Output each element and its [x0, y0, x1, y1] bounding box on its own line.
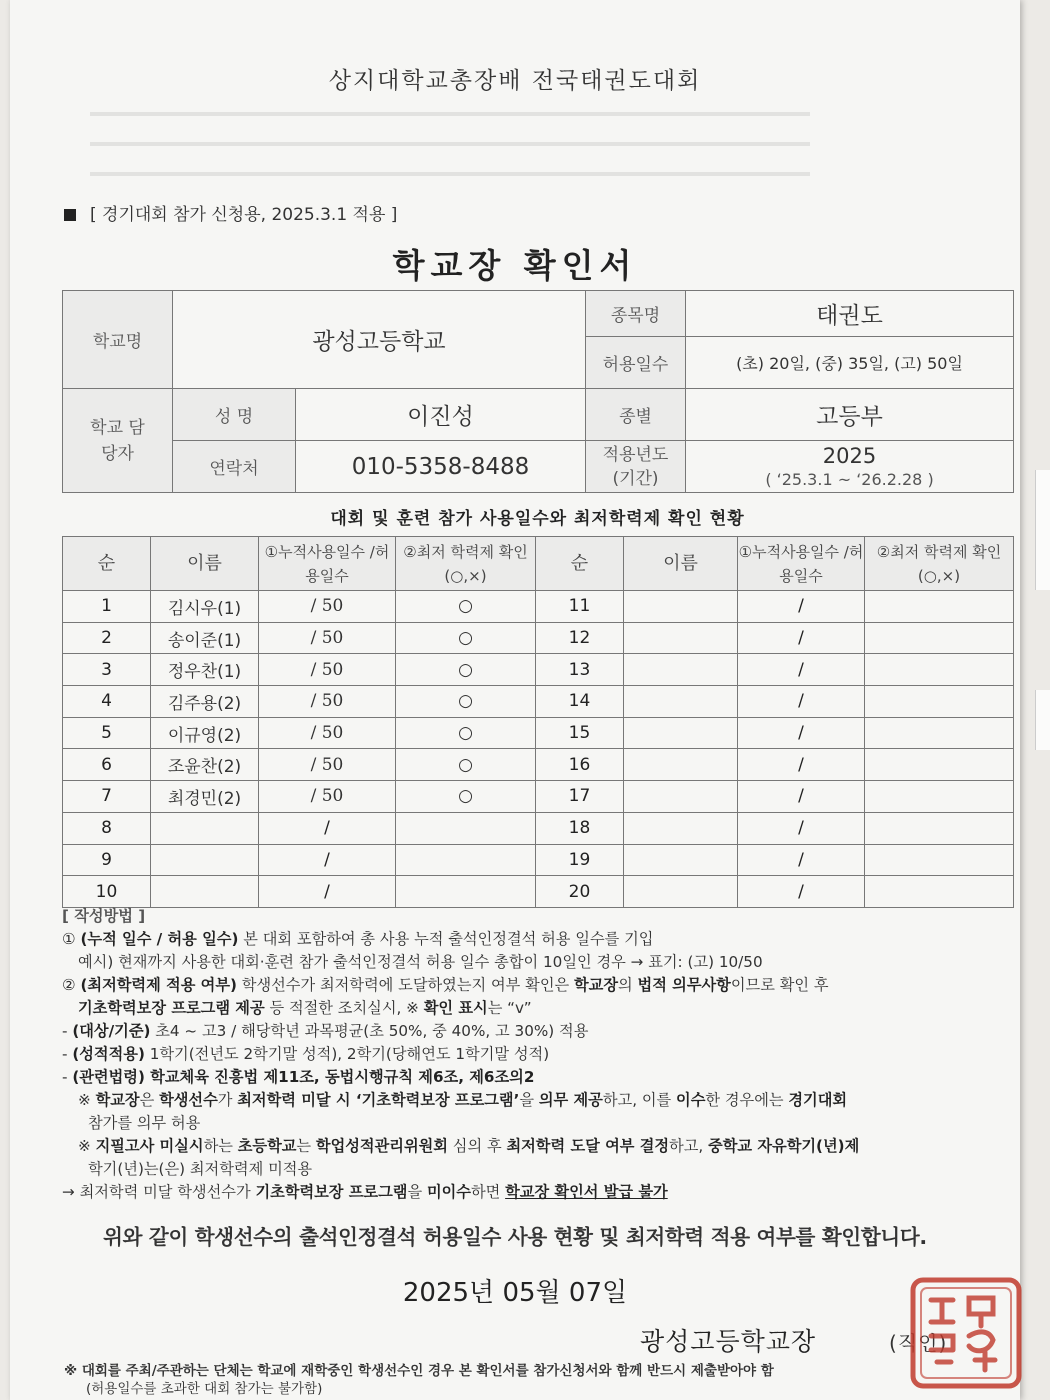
min-academic-check [865, 844, 1014, 876]
student-name [624, 591, 738, 623]
roster-header-row [63, 537, 1014, 591]
days-used: / [259, 812, 396, 844]
footer-note [64, 1362, 1024, 1398]
detail-term: (관련법령) [72, 1068, 145, 1086]
remark-elementary [62, 1135, 1013, 1158]
contact-value: 010-5358-8488 [296, 441, 586, 493]
row-no: 6 [63, 749, 151, 781]
detail-target [62, 1020, 1013, 1043]
instruction-marker: ① [62, 930, 81, 948]
name-value: 이진성 [296, 389, 586, 441]
allowed-days-label: 허용일수 [586, 337, 686, 389]
min-academic-check [865, 591, 1014, 623]
min-academic-check: ○ [396, 686, 536, 718]
school-info-table [62, 290, 1014, 493]
student-name: 최경민(2) [151, 781, 259, 813]
remark-term: 학업성적관리위원회 [315, 1137, 448, 1155]
student-name [624, 654, 738, 686]
remark-text: 심의 후 [447, 1137, 507, 1155]
days-used: / 50 [259, 622, 396, 654]
row-no: 19 [536, 844, 624, 876]
name-label: 성 명 [173, 389, 296, 441]
school-value: 광성고등학교 [173, 291, 586, 389]
instruction-marker: ② [62, 976, 81, 994]
table-row [63, 876, 1014, 908]
min-academic-check: ○ [396, 749, 536, 781]
application-tag [64, 200, 397, 225]
row-no: 5 [63, 717, 151, 749]
min-academic-check [865, 812, 1014, 844]
student-name [624, 781, 738, 813]
min-academic-check [865, 686, 1014, 718]
principal-title: 광성고등학교장 [640, 1327, 817, 1356]
days-used: / [738, 781, 865, 813]
remark-text: 하고, 이를 [602, 1091, 677, 1109]
contact-label: 연락처 [173, 441, 296, 493]
remark-term: 초등학교 [237, 1137, 297, 1155]
min-academic-check: ○ [396, 622, 536, 654]
period-value: ( ‘25.3.1 ~ ‘26.2.28 ) [765, 469, 934, 489]
min-academic-check: ○ [396, 654, 536, 686]
min-academic-check [865, 781, 1014, 813]
row-no: 14 [536, 686, 624, 718]
principal-signature [640, 1322, 947, 1358]
table-row [63, 591, 1014, 623]
row-no: 10 [63, 876, 151, 908]
instruction-text: 등 적절한 조치실시, ※ [264, 999, 424, 1017]
row-no: 15 [536, 717, 624, 749]
days-used: / 50 [259, 717, 396, 749]
table-row [63, 781, 1014, 813]
remark-term: 학교장 [95, 1091, 140, 1109]
days-used: / [259, 876, 396, 908]
remark-term: 이수 [676, 1091, 706, 1109]
student-name: 김주용(2) [151, 686, 259, 718]
instruction-2 [62, 974, 1013, 997]
row-no: 4 [63, 686, 151, 718]
days-used: / [259, 844, 396, 876]
confirmation-statement: 위와 같이 학생선수의 출석인정결석 허용일수 사용 현황 및 최저학력 적용 여부를 확인합니다. [103, 1225, 927, 1249]
days-used: / 50 [259, 781, 396, 813]
remark-text: 하는 [203, 1137, 238, 1155]
remark-text: 을 [519, 1091, 539, 1109]
student-name: 김시우(1) [151, 591, 259, 623]
student-name: 이규영(2) [151, 717, 259, 749]
remark-text: 한 경우에는 [705, 1091, 789, 1109]
bleed-through-text [90, 100, 810, 190]
detail-grades [62, 1043, 1013, 1066]
instruction-term: 법적 의무사항 [637, 976, 731, 994]
min-academic-check [865, 622, 1014, 654]
roster-table [62, 536, 1014, 908]
table-row [63, 686, 1014, 718]
student-name [151, 844, 259, 876]
remark-arrow [62, 1181, 1013, 1204]
manager-label: 학교 담당자 [63, 389, 173, 493]
instruction-text: 는 “v” [487, 999, 532, 1017]
background-paper-scrap [1035, 690, 1050, 750]
instruction-text: 학생선수가 최저학력에 도달하였는지 여부 확인은 [236, 976, 575, 994]
application-tag-text: [ 경기대회 참가 신청용, 2025.3.1 적용 ] [90, 205, 398, 225]
days-used: / [738, 812, 865, 844]
year-cell [686, 441, 1014, 493]
instruction-2-cont [62, 997, 1013, 1020]
detail-text: 1학기(전년도 2학기말 성적), 2학기(당해연도 1학기말 성적) [144, 1045, 550, 1063]
event-title: 상지대학교총장배 전국태권도대회 [328, 68, 702, 94]
student-name [624, 749, 738, 781]
square-bullet-icon [64, 209, 76, 221]
table-row [63, 844, 1014, 876]
detail-law [62, 1066, 1013, 1089]
row-no: 18 [536, 812, 624, 844]
table-row [63, 654, 1014, 686]
row-no: 9 [63, 844, 151, 876]
remark-elementary-cont: 학기(년)는(은) 최저학력제 미적용 [88, 1160, 313, 1178]
remark-text: 하고, [669, 1137, 709, 1155]
min-academic-check: ○ [396, 781, 536, 813]
division-value: 고등부 [686, 389, 1014, 441]
seal-suffix: (직인) [889, 1331, 948, 1355]
remark-term-underlined: 학교장 확인서 발급 불가 [505, 1183, 668, 1201]
instruction-term: 확인 표시 [423, 999, 488, 1017]
instruction-term: (누적 일수 / 허용 일수) [80, 930, 239, 948]
detail-marker: - [62, 1022, 73, 1040]
remark-term: 학생선수 [159, 1091, 218, 1109]
footer-line-2: (허용일수를 초과한 대회 참가는 불가함) [86, 1381, 323, 1397]
row-no: 13 [536, 654, 624, 686]
remark-principal-cont: 참가를 의무 허용 [88, 1114, 201, 1132]
table-row [63, 717, 1014, 749]
year-value: 2025 [822, 443, 877, 468]
student-name [624, 844, 738, 876]
remark-text: 을 [407, 1183, 427, 1201]
remark-text: 하면 [470, 1183, 506, 1201]
student-name [624, 686, 738, 718]
instruction-1 [62, 928, 1013, 951]
remark-marker: ※ [78, 1091, 96, 1109]
sport-value: 태권도 [686, 291, 1014, 337]
min-academic-check [396, 812, 536, 844]
instructions-heading: [ 작성방법 ] [62, 907, 146, 925]
student-name [151, 812, 259, 844]
remark-term: 지필고사 미실시 [95, 1137, 204, 1155]
instruction-term: 학교장 [574, 976, 619, 994]
header-no-right: 순 [536, 537, 624, 591]
days-used: / 50 [259, 654, 396, 686]
division-label: 종별 [586, 389, 686, 441]
school-label: 학교명 [63, 291, 173, 389]
background-paper-scrap [1035, 470, 1050, 590]
document-page [10, 0, 1020, 1400]
table-row [63, 749, 1014, 781]
student-name [151, 876, 259, 908]
detail-marker: - [62, 1068, 73, 1086]
instruction-text: 의 [618, 976, 638, 994]
remark-text: 은 [139, 1091, 160, 1109]
student-name [624, 876, 738, 908]
min-academic-check [396, 876, 536, 908]
student-name: 송이준(1) [151, 622, 259, 654]
student-name [624, 812, 738, 844]
days-used: / 50 [259, 591, 396, 623]
header-days-left: ①누적사용일수 /허용일수 [259, 537, 396, 591]
instruction-term: 기초학력보장 프로그램 제공 [78, 999, 265, 1017]
days-used: / [738, 591, 865, 623]
row-no: 7 [63, 781, 151, 813]
section-title: 대회 및 훈련 참가 사용일수와 최저학력제 확인 현황 [330, 509, 745, 529]
row-no: 16 [536, 749, 624, 781]
remark-term: 경기대회 [788, 1091, 848, 1109]
days-used: / [738, 749, 865, 781]
row-no: 2 [63, 622, 151, 654]
detail-marker: - [62, 1045, 73, 1063]
remark-term: 최저학력 미달 시 ‘기초학력보장 프로그램’ [237, 1091, 520, 1109]
row-no: 17 [536, 781, 624, 813]
min-academic-check [865, 749, 1014, 781]
min-academic-check [865, 876, 1014, 908]
footer-line-1: ※ 대회를 주최/주관하는 단체는 학교에 재학중인 학생선수인 경우 본 확인서를 참가신청서와 함께 반드시 제출받아야 함 [64, 1363, 774, 1379]
header-days-right: ①누적사용일수 /허용일수 [738, 537, 865, 591]
min-academic-check: ○ [396, 591, 536, 623]
row-no: 11 [536, 591, 624, 623]
header-name-left: 이름 [151, 537, 259, 591]
min-academic-check [865, 717, 1014, 749]
detail-text: 초4 ~ 고3 / 해당학년 과목평균(초 50%, 중 40%, 고 30%) 적용 [150, 1022, 589, 1040]
days-used: / [738, 876, 865, 908]
min-academic-check: ○ [396, 717, 536, 749]
header-check-left: ②최저 학력제 확인(○,×) [396, 537, 536, 591]
header-name-right: 이름 [624, 537, 738, 591]
table-row [63, 622, 1014, 654]
student-name [624, 717, 738, 749]
remark-marker: ※ [78, 1137, 96, 1155]
days-used: / [738, 622, 865, 654]
days-used: / 50 [259, 749, 396, 781]
days-used: / [738, 654, 865, 686]
instruction-text: 이므로 확인 후 [730, 976, 829, 994]
instruction-term: (최저학력제 적용 여부) [80, 976, 237, 994]
remark-text: 가 [235, 1183, 256, 1201]
remark-marker: → [62, 1183, 80, 1201]
year-label: 적용년도 (기간) [586, 441, 686, 493]
writing-instructions [62, 905, 1013, 1204]
sport-label: 종목명 [586, 291, 686, 337]
min-academic-check [396, 844, 536, 876]
row-no: 8 [63, 812, 151, 844]
min-academic-check [865, 654, 1014, 686]
row-no: 12 [536, 622, 624, 654]
detail-term: (성적적용) [72, 1045, 145, 1063]
detail-text: 학교체육 진흥법 제11조, 동법시행규칙 제6조, 제6조의2 [144, 1068, 535, 1086]
remark-text: 가 [217, 1091, 238, 1109]
student-name [624, 622, 738, 654]
remark-principal [62, 1089, 1013, 1112]
remark-text: 최저학력 미달 학생선수 [79, 1183, 236, 1201]
days-used: / [738, 717, 865, 749]
remark-term: 기초학력보장 프로그램 [255, 1183, 408, 1201]
row-no: 1 [63, 591, 151, 623]
remark-term: 최저학력 도달 여부 결정 [506, 1137, 670, 1155]
allowed-days-value: (초) 20일, (중) 35일, (고) 50일 [686, 337, 1014, 389]
row-no: 3 [63, 654, 151, 686]
days-used: / [738, 844, 865, 876]
days-used: / 50 [259, 686, 396, 718]
row-no: 20 [536, 876, 624, 908]
remark-term: 미이수 [426, 1183, 471, 1201]
instruction-1-example: 예시) 현재까지 사용한 대회·훈련 참가 출석인정결석 허용 일수 총합이 10일인 경우 → 표기: (고) 10/50 [78, 953, 763, 971]
days-used: / [738, 686, 865, 718]
student-name: 조윤찬(2) [151, 749, 259, 781]
detail-term: (대상/기준) [72, 1022, 151, 1040]
student-name: 정우찬(1) [151, 654, 259, 686]
document-title: 학교장 확인서 [392, 246, 638, 285]
remark-term: 중학교 자유학기(년)제 [708, 1137, 860, 1155]
header-no-left: 순 [63, 537, 151, 591]
remark-text: 는 [296, 1137, 316, 1155]
issue-date: 2025년 05월 07일 [402, 1278, 628, 1308]
remark-term: 의무 제공 [538, 1091, 603, 1109]
table-row [63, 812, 1014, 844]
instruction-text: 본 대회 포함하여 총 사용 누적 출석인정결석 허용 일수를 기입 [238, 930, 654, 948]
header-check-right: ②최저 학력제 확인(○,×) [865, 537, 1014, 591]
